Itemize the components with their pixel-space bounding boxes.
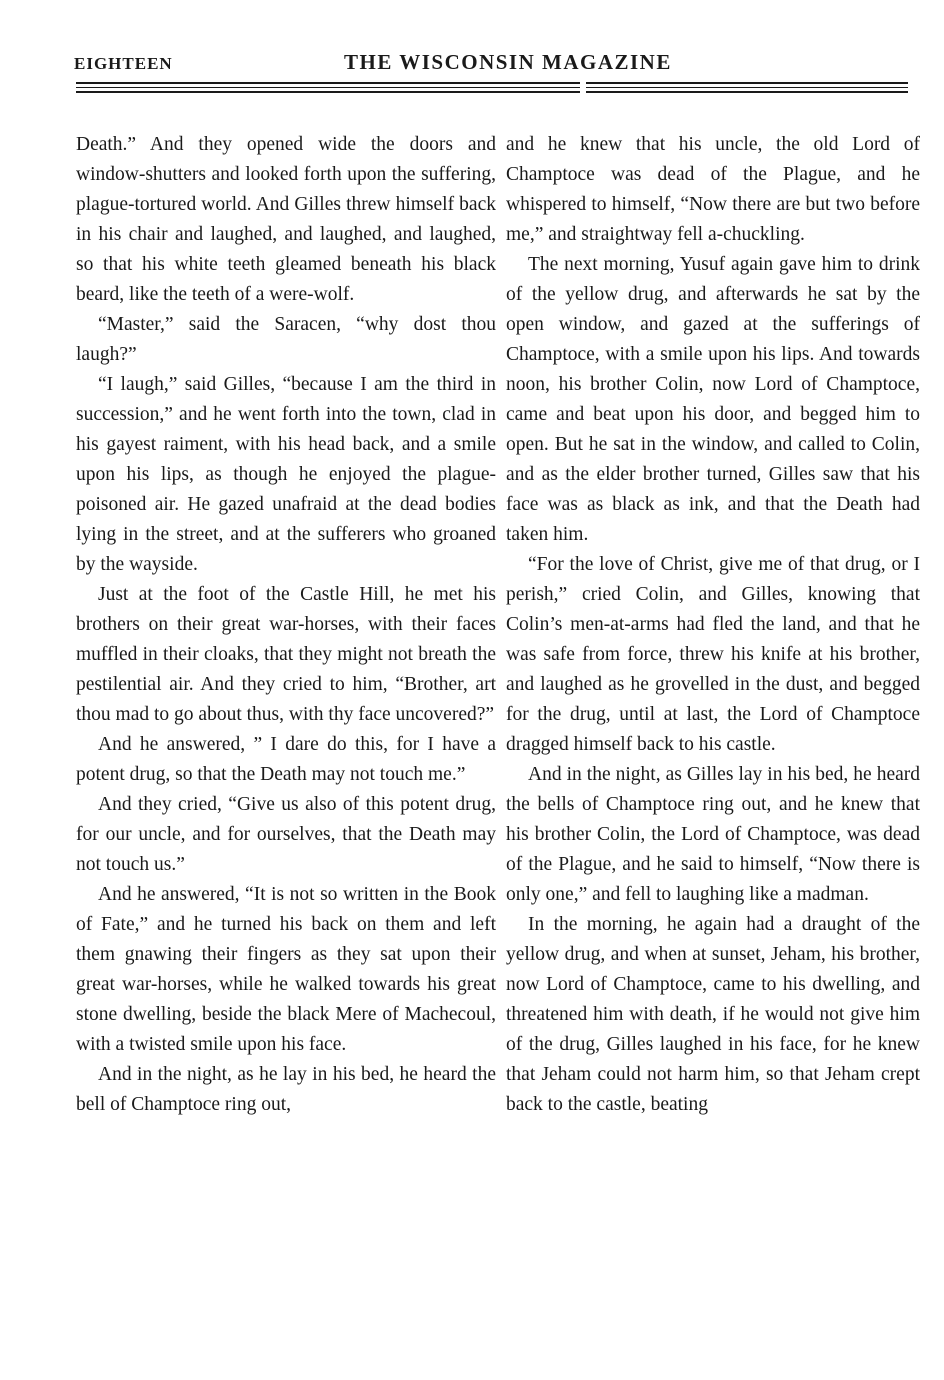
- paragraph: “Master,” said the Saracen, “why dost thou laugh?”: [76, 314, 496, 365]
- paragraph: And he answered, “It is not so written in the Book of Fate,” and he turned his back on them and left them gnawing their fingers as they sat upon their great war-horses, while he walked towards his great stone dwelling, beside the black Mere of Machecoul, with a twisted smile upon his face.: [76, 884, 496, 1055]
- page-header: [74, 48, 908, 78]
- paragraph: Death.” And they opened wide the doors and window-shutters and looked forth upon the suffering, plague-tortured world. And Gilles threw himself back in his chair and laughed, and laughed, and laughed, so that his white teeth gleamed beneath his black beard, like the teeth of a were-wolf.: [76, 134, 496, 305]
- header-rule: [76, 87, 580, 88]
- header-rule: [586, 82, 908, 84]
- header-rule: [76, 91, 580, 93]
- right-text-column: [506, 130, 920, 1120]
- paragraph: And he answered, ” I dare do this, for I have a potent drug, so that the Death may not touch me.”: [76, 734, 496, 785]
- left-text-column: [76, 130, 496, 1120]
- header-rule: [76, 82, 580, 84]
- paragraph: “For the love of Christ, give me of that drug, or I perish,” cried Colin, and Gilles, knowing that Colin’s men-at-arms had fled the land, and that he was safe from force, threw his knife at his brother, and laughed as he grovelled in the dust, and begged for the drug, until at last, the Lord of Champtoce dragged himself back to his castle.: [506, 554, 920, 755]
- paragraph: Just at the foot of the Castle Hill, he met his brothers on their great war-horses, with their faces muffled in their cloaks, that they might not breath the pestilential air. And they cried to him, “Brother, art thou mad to go about thus, with thy face uncovered?”: [76, 584, 496, 725]
- running-title: THE WISCONSIN MAGAZINE: [344, 50, 672, 74]
- paragraph: And they cried, “Give us also of this potent drug, for our uncle, and for ourselves, that the Death may not touch us.”: [76, 794, 496, 875]
- paragraph: And in the night, as Gilles lay in his bed, he heard the bells of Champtoce ring out, and he knew that his brother Colin, the Lord of Champtoce, was dead of the Plague, and he said to himself, “Now there is only one,” and fell to laughing like a madman.: [506, 764, 920, 905]
- page-number-label: EIGHTEEN: [74, 54, 173, 73]
- paragraph: The next morning, Yusuf again gave him to drink of the yellow drug, and afterwards he sat by the open window, and gazed at the sufferings of Champtoce, with a smile upon his lips. And towards noon, his brother Colin, now Lord of Champtoce, came and beat upon his door, and begged him to open. But he sat in the window, and called to Colin, and as the elder brother turned, Gilles saw that his face was as black as ink, and that the Death had taken him.: [506, 254, 920, 545]
- paragraph: and he knew that his uncle, the old Lord of Champtoce was dead of the Plague, and he whispered to himself, “Now there are but two before me,” and straightway fell a-chuckling.: [506, 134, 920, 245]
- header-rule: [586, 87, 908, 88]
- paragraph: In the morning, he again had a draught of the yellow drug, and when at sunset, Jeham, his brother, now Lord of Champtoce, came to his dwelling, and threatened him with death, if he would not give him of the drug, Gilles laughed in his face, for he knew that Jeham could not harm him, so that Jeham crept back to the castle, beating: [506, 914, 920, 1115]
- paragraph: “I laugh,” said Gilles, “because I am the third in succession,” and he went forth into the town, clad in his gayest raiment, with his head back, and a smile upon his lips, as though he enjoyed the plague-poisoned air. He gazed unafraid at the dead bodies lying in the street, and at the sufferers who groaned by the wayside.: [76, 374, 496, 575]
- header-rule: [586, 91, 908, 93]
- paragraph: And in the night, as he lay in his bed, he heard the bell of Champtoce ring out,: [76, 1064, 496, 1115]
